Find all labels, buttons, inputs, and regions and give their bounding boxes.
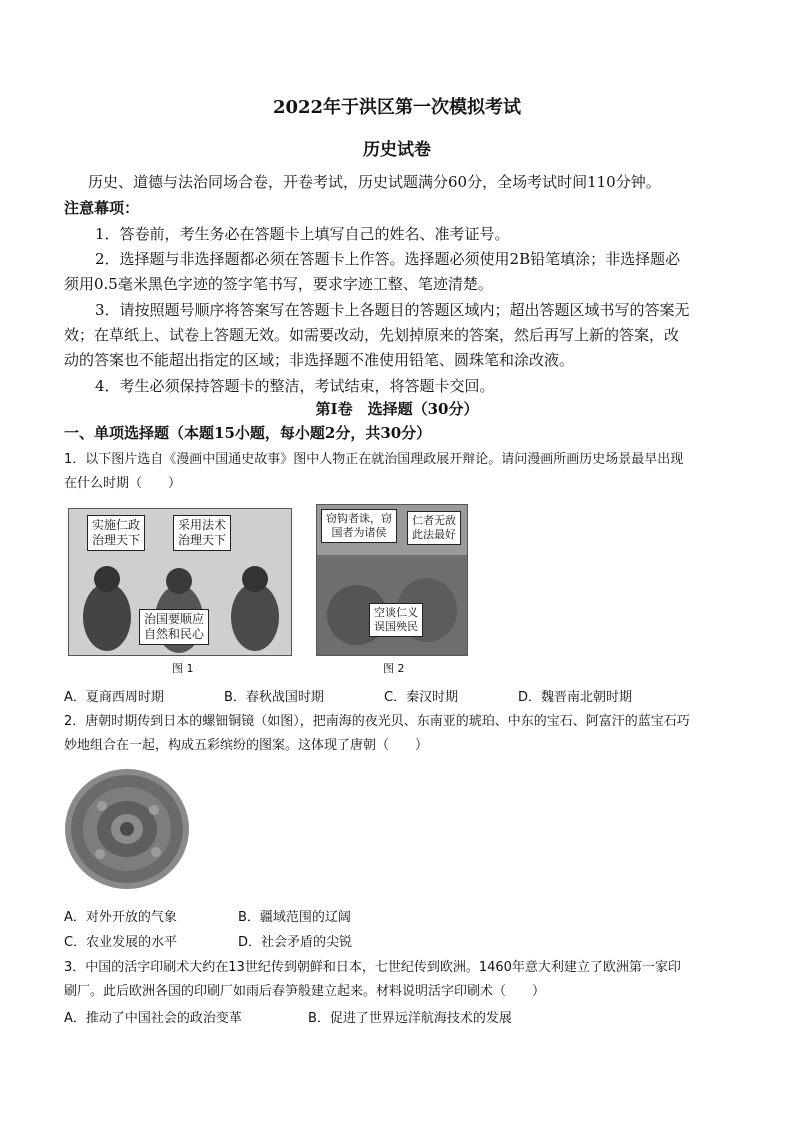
fig2-bubble-2-line-1: 仁者无敌 [412, 514, 456, 527]
intro-text: 历史、道德与法治同场合卷，开卷考试，历史试题满分60分，全场考试时间110分钟。 [88, 173, 661, 191]
q1-option-b: B．春秋战国时期 [224, 690, 324, 705]
fig2-bubble-2-line-2: 此法最好 [412, 528, 456, 541]
exam-title: 2022年于洪区第一次模拟考试 [272, 97, 522, 118]
q2-option-c: C．农业发展的水平 [64, 935, 178, 950]
notes-heading: 注意幕项： [64, 199, 140, 217]
q3-option-b: B．促进了世界远洋航海技术的发展 [308, 1011, 512, 1026]
part-heading: 一、单项选择题（本题15小题，每小题2分，共30分） [64, 424, 432, 442]
q3-option-a: A．推动了中国社会的政治变革 [64, 1011, 242, 1026]
q1-option-c: C．秦汉时期 [384, 690, 459, 705]
volume-heading: 第Ⅰ卷 选择题（30分） [315, 400, 479, 418]
fig1-bubble-1-line-2: 治理天下 [92, 533, 141, 547]
fig2-bubble-1-line-1: 窃钩者诛，窃 [326, 512, 392, 525]
fig2-speech-bubble-3 [369, 603, 423, 637]
question-1-line-2: 在什么时期（ ） [64, 476, 182, 491]
question-1-line-1: 1．以下图片选自《漫画中国通史故事》图中人物正在就治国理政展开辩论。请问漫画所画历史场景最早出现 [64, 452, 684, 467]
note-2-line-2: 须用0.5毫米黑色字迹的签字笔书写，要求字迹工整、笔迹清楚。 [64, 275, 493, 293]
note-3-line-3: 动的答案也不能超出指定的区域；非选择题不准使用铅笔、圆珠笔和涂改液。 [64, 351, 575, 369]
fig2-bubble-3-line-1: 空谈仁义 [374, 606, 418, 619]
fig1-bubble-2-line-1: 采用法术 [178, 518, 227, 532]
note-2-line-1: 2．选择题与非选择题都必须在答题卡上作答。选择题必须使用2B铅笔填涂；非选择题必 [95, 250, 681, 268]
fig2-bubble-3-line-2: 误国殃民 [374, 620, 418, 633]
fig2-speech-bubble-2 [407, 511, 461, 545]
note-3-line-1: 3．请按照题号顺序将答案写在答题卡上各题目的答题区域内；超出答题区域书写的答案无 [95, 301, 690, 319]
q2-option-b: B．疆域范围的辽阔 [238, 910, 351, 925]
fig2-caption: 图 2 [383, 662, 405, 675]
note-1: 1．答卷前，考生务必在答题卡上填写自己的姓名、准考证号。 [95, 225, 510, 243]
q1-option-d: D．魏晋南北朝时期 [518, 690, 633, 705]
note-4: 4．考生必须保持答题卡的整洁，考试结束，将答题卡交回。 [95, 377, 495, 395]
fig1-bubble-3-line-2: 自然和民心 [144, 627, 205, 641]
question-2-line-2: 妙地组合在一起，构成五彩缤纷的图案。这体现了唐朝（ ） [64, 738, 429, 753]
comic-figure-1 [68, 508, 292, 656]
note-3-line-2: 效；在草纸上、试卷上答题无效。如需要改动，先划掉原来的答案，然后再写上新的答案，改 [64, 326, 680, 344]
fig1-caption: 图 1 [172, 662, 194, 675]
comic-figure-2 [316, 504, 468, 656]
fig1-bubble-1-line-1: 实施仁政 [92, 518, 141, 532]
question-2-line-1: 2．唐朝时期传到日本的螺钿铜镜（如图），把南海的夜光贝、东南亚的琥珀、中东的宝石、阿富汗的蓝宝石巧 [64, 714, 690, 729]
fig2-bubble-1-line-2: 国者为诸侯 [331, 526, 387, 539]
exam-subtitle: 历史试卷 [363, 140, 431, 160]
question-3-line-2: 刷厂。此后欧洲各国的印刷厂如雨后春笋般建立起来。材料说明活字印刷术（ ） [64, 984, 546, 999]
question-3-line-1: 3．中国的活字印刷术大约在13世纪传到朝鲜和日本，七世纪传到欧洲。1460年意大利建立了欧洲第一家印 [64, 960, 681, 975]
bronze-mirror-image [62, 766, 192, 892]
fig1-speech-bubble-2 [173, 515, 231, 551]
fig1-speech-bubble-1 [87, 515, 145, 551]
fig1-speech-bubble-3 [139, 609, 209, 645]
q1-option-a: A．夏商西周时期 [64, 690, 164, 705]
q2-option-a: A．对外开放的气象 [64, 910, 177, 925]
fig1-bubble-3-line-1: 治国要顺应 [144, 612, 205, 626]
q2-option-d: D．社会矛盾的尖锐 [238, 935, 353, 950]
fig2-speech-bubble-1 [321, 509, 397, 543]
fig1-bubble-2-line-2: 治理天下 [178, 533, 227, 547]
